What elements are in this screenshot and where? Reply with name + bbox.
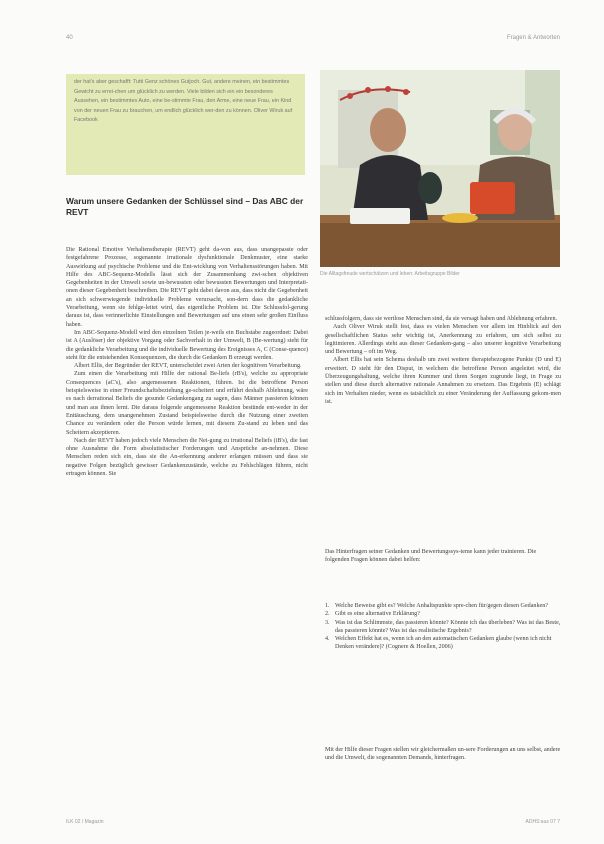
- paragraph: Im ABC-Sequenz-Modell wird den einzelnen Teilen je-weils ein Buchstabe zugeordnet: Dabei ist A (Auslöser) der objektive Vorgang oder Sachverhalt in der Umwelt, B (Be-wertung) steht für die gedankliche Verarbeitung und die individuelle Bewertung des Ereignisses A, C (Conse-quence) steht für die entstehenden Konsequenzen, die durch die Gedanken B erzeugt werden.: [66, 329, 308, 361]
- list-text: Gibt es eine alternative Erklärung?: [335, 611, 420, 618]
- list-text: Welchen Effekt hat es, wenn ich an den automatischen Gedanken glaube (wenn ich nicht Denken verändere)? (Cognere & Hoellen, 2006): [335, 636, 552, 651]
- photo-caption: Die Alltagsfreude wertschätzen und leben: Arbeitsgruppe Bilder: [320, 271, 460, 277]
- list-item: [325, 635, 561, 652]
- list-item: [325, 610, 561, 618]
- list-text: Welche Beweise gibt es? Welche Anhaltspunkte spre-chen für/gegen diesen Gedanken?: [335, 603, 548, 609]
- list-item: [325, 602, 561, 610]
- section-heading: Warum unsere Gedanken der Schlüssel sind – Das ABC der REVT: [66, 196, 304, 217]
- page-number-top: 40: [66, 35, 73, 41]
- quote-text: der hat's aber geschafft: Tutti Genz schönes Gutjoch. Gut, andere meinen, ein bestimmtes Gewicht zu errei-chen um glücklich zu werden. Viele bilden sich ein ein besonderes Aussehen, ein bestimmtes Auto, eine be-stimmte Frau, den Arme, eine neue Frau, ein Kind von der neuen Frau zu brauchen, um endlich glücklich wer-den zu können. Oliver Wiruk auf Facebook: [74, 79, 293, 123]
- photo-two-men-at-table: [320, 70, 560, 267]
- paragraph: Die Rational Emotive Verhaltenstherapie (REVT) geht da-von aus, dass unangepasste oder festgefahrene Prozesse, sogenannte irrationale dysfunktionale Denkmuster, eine starke Auswirkung auf psychische Probleme und die Ent-wicklung von Verhaltensstörungen haben. Mit Hilfe des ABC-Sequenz-Modells lässt sich der Zusammenhang zwi-schen objektiven Gegebenheiten in der Umwelt sowie un-bewussten oder bewussten Bewertungen und Interpretati-onen dieser Gegebenheit beschreiben. Die REVT geht dabei davon aus, dass nicht die Gegebenheit an sich schwerwiegende individuelle Probleme verursacht, son-dern dass die gedankliche Verarbeitung, wenn sie fehlge-leitet wird, das eigentliche Problem ist. Die Schlussfol-gerung daraus ist, dass verinnerlichte Einstellungen und Bewertungen auf uns einen sehr großen Einfluss haben.: [66, 247, 308, 328]
- list-number: 4.: [325, 636, 330, 643]
- list-text: Was ist das Schlimmste, das passieren könnte? Könnte ich das überleben? Was ist das Beste, das passieren könnte? Was ist das realistische Ergebnis?: [335, 619, 561, 634]
- paragraph: Auch Oliver Wiruk stellt fest, dass es vielen Menschen vor allem im Hinblick auf den gesellschaftlichen Status sehr wichtig ist, Anerkennung zu erfahren, um sich selbst zu legitimieren. Allerdings steht aus dieser Gedanken-gang – also unserer kognitive Verarbeitung und Bewertung – oft im Weg.: [325, 324, 561, 356]
- list-number: 1.: [325, 603, 330, 609]
- running-header: Fragen & Antworten: [506, 35, 560, 41]
- footer-left: ILK 02 / Magazin: [66, 819, 104, 825]
- questions-intro: Das Hinterfragen seiner Gedanken und Bewertungssys-teme kann jeder trainieren. Die folgenden Fragen können dabei helfen:: [325, 549, 537, 564]
- right-column: [325, 315, 561, 406]
- paragraph: Albert Ellis hat sein Schema deshalb um zwei weitere therapiebezogene Punkte (D und E) erweitert. D steht für den Disput, in welchem die betroffene Person angeleitet wird, die Überzeugungshaltung, welche ihren Kummer und ihren Sorgen zugrunde liegt, in Frage zu stellen und diese durch alternative rationale Annahmen zu ersetzen. Das Ergebnis (E) schlägt sich im Verhalten nieder, wenn es tatsächlich zu einer Veränderung der Auffassung gekom-men ist.: [325, 357, 561, 405]
- list-item: [325, 619, 561, 636]
- list-number: 2.: [325, 611, 330, 618]
- list-number: 3.: [325, 619, 330, 626]
- paragraph: Nach der REVT haben jedoch viele Menschen die Nei-gung zu irrational Beliefs (iB's), die fast ohne Ausnahme die Form absolutistischer Forderungen und Ansprüche an-nehmen. Diese Menschen reden sich ein, dass sie die An-erkennung anderer erlangen müssen und dass sie negative Folgen bezüglich gewisser Gedankenzustände, welche zu Fehlschlägen führen, nicht ertragen können. Sie: [66, 437, 308, 478]
- question-list: [325, 602, 561, 652]
- paragraph: Zum einen die Verarbeitung mit Hilfe der rational Be-liefs (rB's), welche zu appropriate Consequences (aC's), also angemessenen Reaktionen, führen. Ist die betroffene Person beispielsweise in einer Freundschaftsbeziehung ge-scheitert und erfährt deshalb Ablehnung, wäre es nach derrational Beliefs die gesunde Gedankengang zu sagen, dass Männer passieren können und man aus ihnen lernt. Die daraus folgende angemessene Reaktion bestünde ent-weder in der Enttäuschung, dem unangenehmen Zustand beispielsweise durch die Nutzung einer zweiten Chance zu verändern oder die Person würde lernen, mit diesem Zu-stand zu leben und das Scheitern akzeptieren.: [66, 371, 308, 436]
- paragraph: schlussfolgern, dass sie wertlose Menschen sind, da sie versagt haben und Ablehnung erfahren.: [325, 316, 558, 322]
- paragraph: Albert Ellis, der Begründer der REVT, unterscheidet zwei Arten der kognitiven Verarbeitung.: [74, 363, 302, 370]
- left-column: [66, 246, 308, 478]
- closing-paragraph: Mit der Hilfe dieser Fragen stellen wir gleichermaßen un-sere Forderungen an uns selbst, andere und die Umwelt, die sogenannten Demands, hinterfragen.: [325, 747, 561, 762]
- quote-box: [66, 74, 305, 175]
- footer-right: ADHS:aus 07 7: [525, 819, 560, 825]
